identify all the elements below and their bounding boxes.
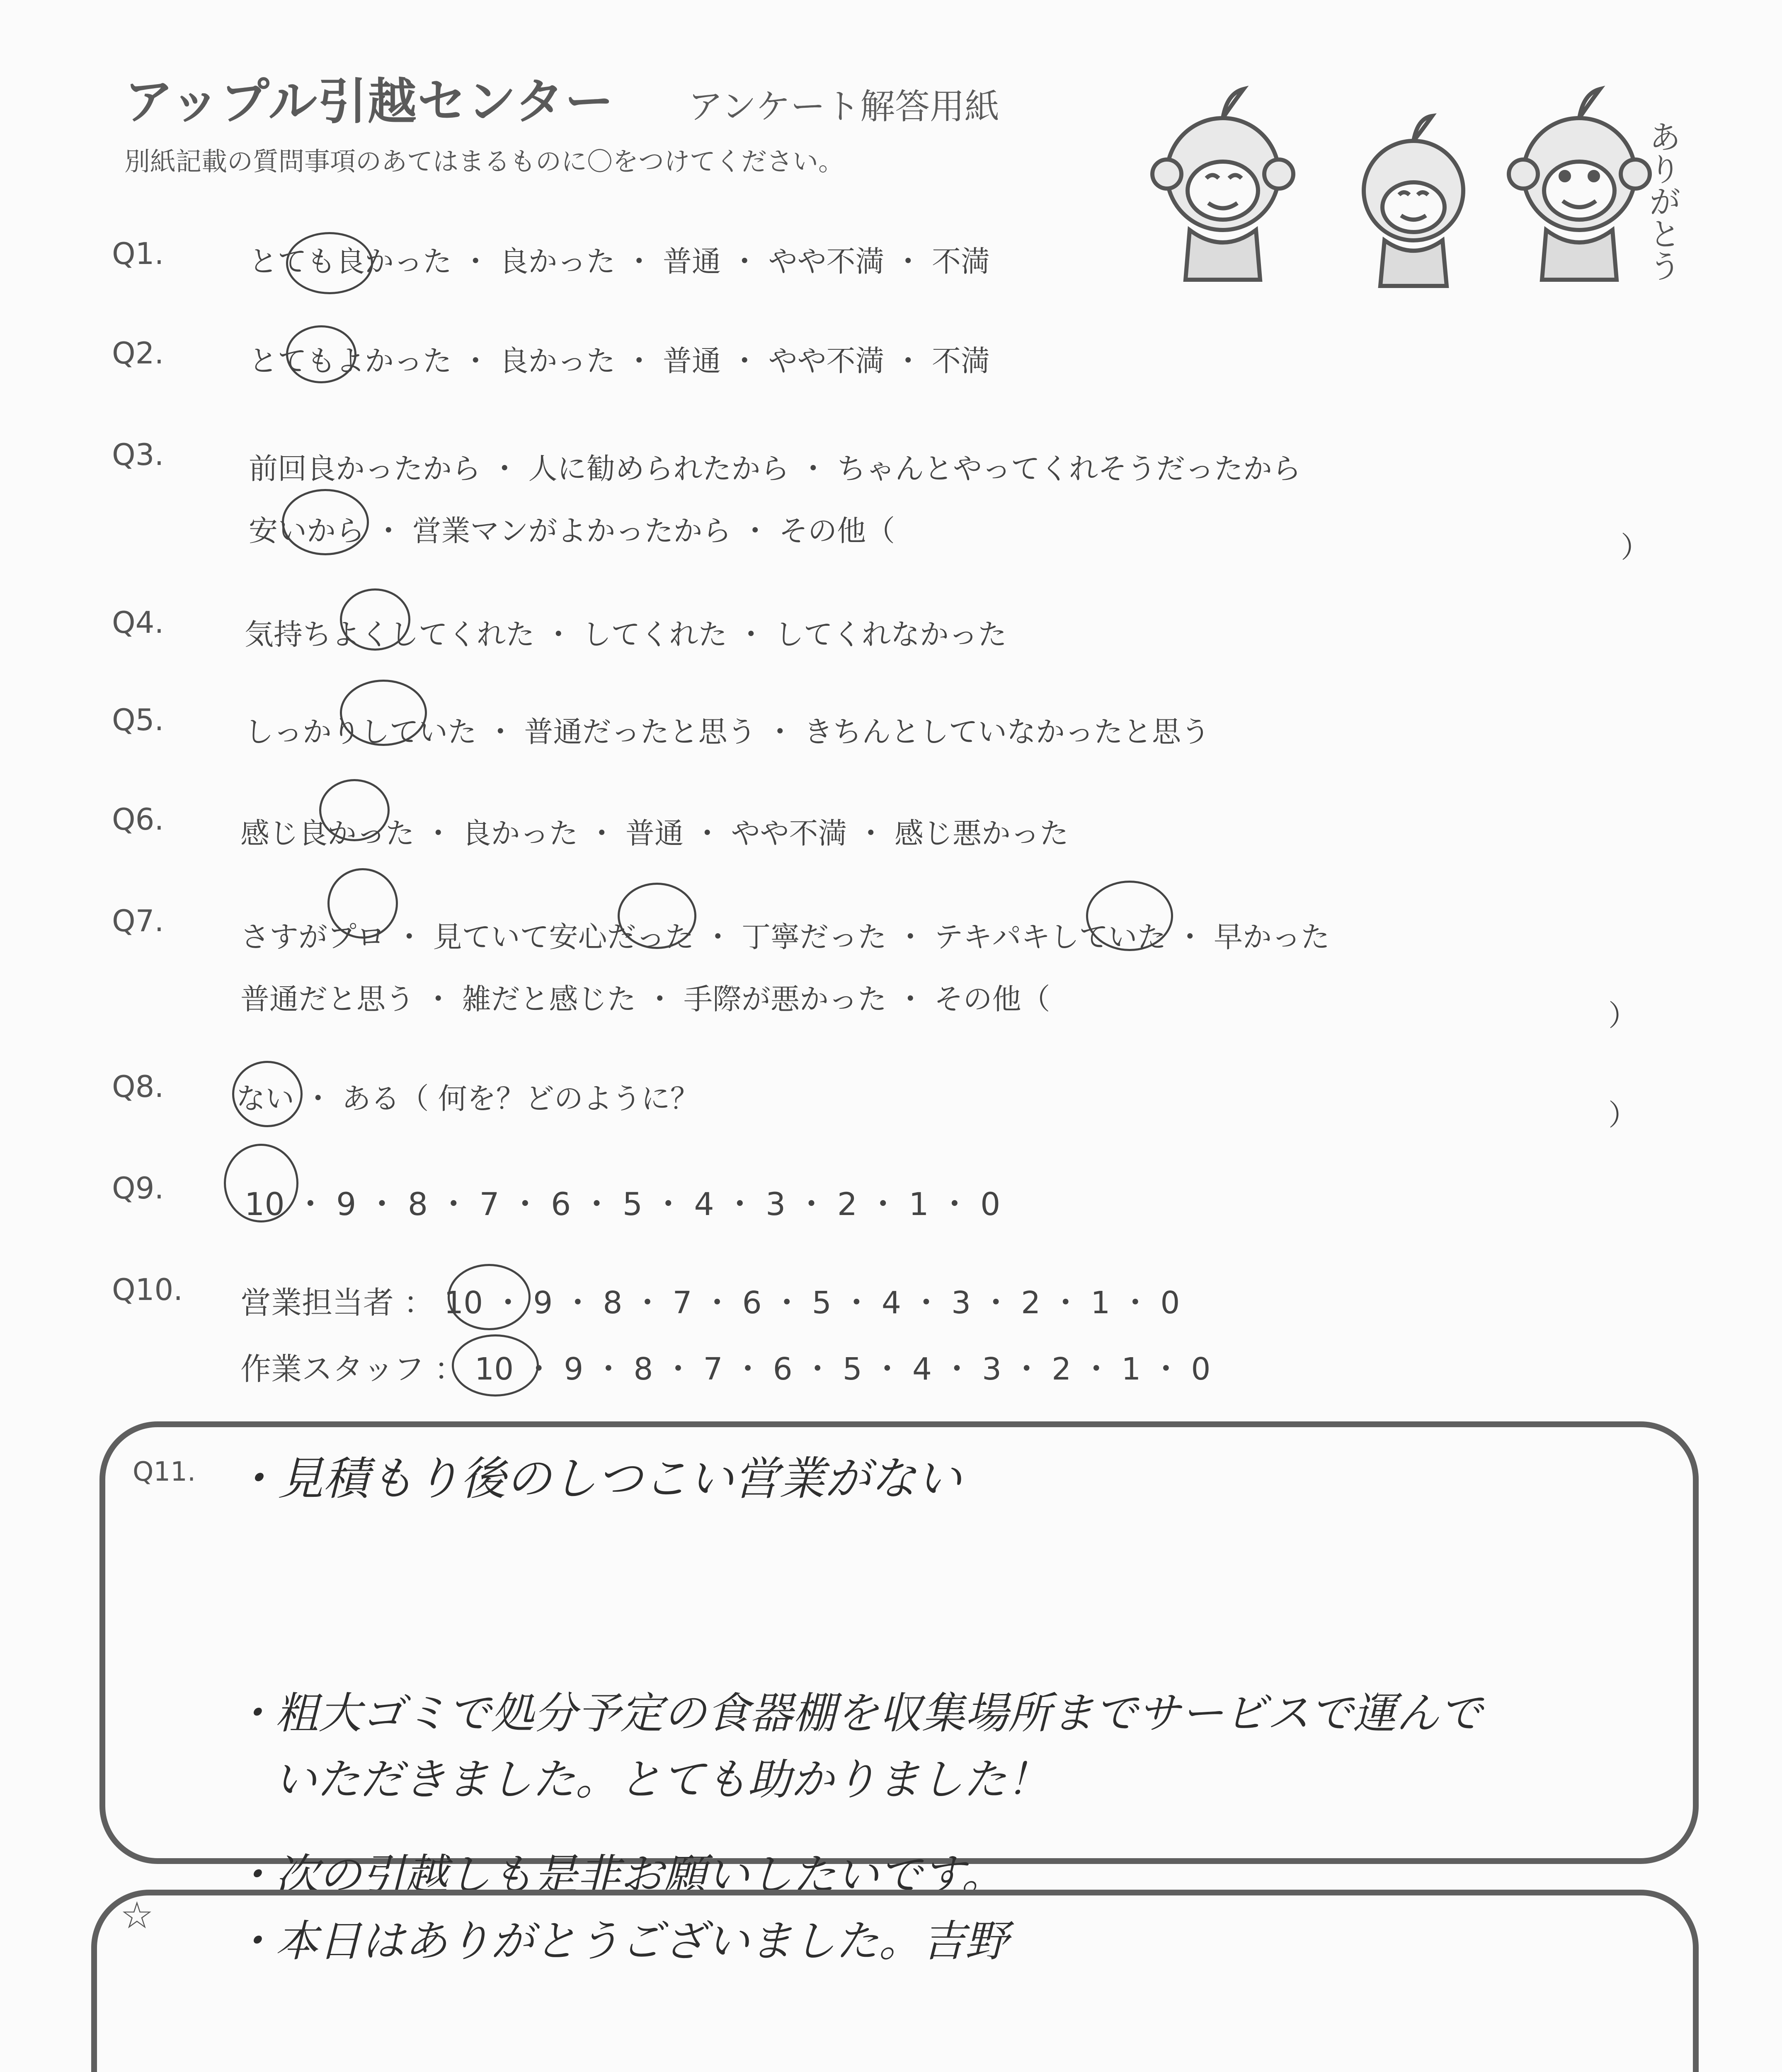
answer-circle-q7-anshin <box>618 883 696 949</box>
q10-number: Q10. <box>112 1272 183 1307</box>
monkey-mascots-illustration <box>1144 70 1691 303</box>
q4-options: 気持ちよくしてくれた ・ してくれた ・ してくれなかった <box>245 617 1007 651</box>
q8-number: Q8. <box>112 1069 164 1104</box>
q3-options-line1: 前回良かったから ・ 人に勧められたから ・ ちゃんとやってくれそうだったから <box>249 452 1302 486</box>
q3-close-paren: ） <box>1621 530 1650 564</box>
instruction-text: 別紙記載の質問事項のあてはまるものに〇をつけてください。 <box>124 146 844 177</box>
q5-number: Q5. <box>112 702 164 737</box>
q1-number: Q1. <box>112 236 164 271</box>
q7-number: Q7. <box>112 903 164 938</box>
q3-number: Q3. <box>112 437 164 472</box>
q7-options-line2: 普通だと思う ・ 雑だと感じた ・ 手際が悪かった ・ その他（ <box>240 982 1050 1016</box>
mascot-thanks-text: ありがとう <box>1644 120 1681 282</box>
q11-comment-1: ・見積もり後のしつこい営業がない <box>232 1452 962 1505</box>
q6-number: Q6. <box>112 802 164 837</box>
answer-circle-q5 <box>340 680 427 746</box>
q11-comment-2b: いただきました。とても助かりました！ <box>274 1754 1050 1805</box>
q1-options: とても良かった ・ 良かった ・ 普通 ・ やや不満 ・ 不満 <box>249 244 990 278</box>
q9-number: Q9. <box>112 1171 164 1205</box>
monkey-mascot-left-icon <box>1152 89 1293 280</box>
q11-comment-2a: ・粗大ゴミで処分予定の食器棚を収集場所までサービスで運んで <box>232 1688 1483 1738</box>
q3-options-line2: 安いから ・ 営業マンがよかったから ・ その他（ <box>249 514 895 548</box>
survey-subtitle: アンケート解答用紙 <box>688 86 999 127</box>
monkey-mascot-right-icon <box>1509 89 1650 280</box>
answer-circle-q10-staff <box>452 1334 539 1397</box>
q2-number: Q2. <box>112 336 164 370</box>
q10-staff-scale: 作業スタッフ ： 10 ・ 9 ・ 8 ・ 7 ・ 6 ・ 5 ・ 4 ・ 3 ・ 2 ・ 1 ・ 0 <box>240 1351 1211 1387</box>
answer-circle-q6 <box>319 779 390 841</box>
q2-options: とてもよかった ・ 良かった ・ 普通 ・ やや不満 ・ 不満 <box>249 344 990 378</box>
q11-comment-3: ・次の引越しも是非お願いしたいです。 <box>232 1849 1005 1900</box>
answer-circle-q1 <box>286 232 373 294</box>
answer-circle-q9 <box>224 1144 298 1222</box>
q8-options: ない ・ ある（ 何を？どのように？ <box>236 1082 699 1116</box>
q11-number: Q11. <box>133 1457 196 1487</box>
answer-circle-q7-pro <box>327 868 398 939</box>
answer-circle-q7-tekipaki <box>1086 881 1173 951</box>
monkey-mascot-middle-icon <box>1364 116 1463 286</box>
answer-circle-q8 <box>232 1061 303 1127</box>
star-mark: ☆ <box>120 1894 154 1937</box>
answer-circle-q3 <box>282 489 369 555</box>
answer-circle-q4 <box>340 588 410 651</box>
q6-options: 感じ良かった ・ 良かった ・ 普通 ・ やや不満 ・ 感じ悪かった <box>240 816 1069 850</box>
q4-number: Q4. <box>112 605 164 640</box>
q7-close-paren: ） <box>1608 999 1637 1033</box>
q9-scale: 10 ・ 9 ・ 8 ・ 7 ・ 6 ・ 5 ・ 4 ・ 3 ・ 2 ・ 1 ・ 0 <box>245 1186 1001 1222</box>
q10-sales-scale: 営業担当者 ： 10 ・ 9 ・ 8 ・ 7 ・ 6 ・ 5 ・ 4 ・ 3 ・ 2 ・ 1 ・ 0 <box>240 1285 1180 1321</box>
q11-comment-4: ・本日はありがとうございました。吉野 <box>232 1916 1009 1966</box>
survey-title: アップル引越センター <box>124 73 615 130</box>
q8-close-paren: ） <box>1608 1098 1637 1132</box>
answer-circle-q10-sales <box>448 1264 531 1330</box>
q7-options-line1: さすがプロ ・ 見ていて安心だった ・ 丁寧だった ・ テキパキしていた ・ 早かった <box>240 920 1330 954</box>
answer-circle-q2 <box>286 325 356 383</box>
q5-options: しっかりしていた ・ 普通だったと思う ・ きちんとしていなかったと思う <box>245 715 1210 749</box>
